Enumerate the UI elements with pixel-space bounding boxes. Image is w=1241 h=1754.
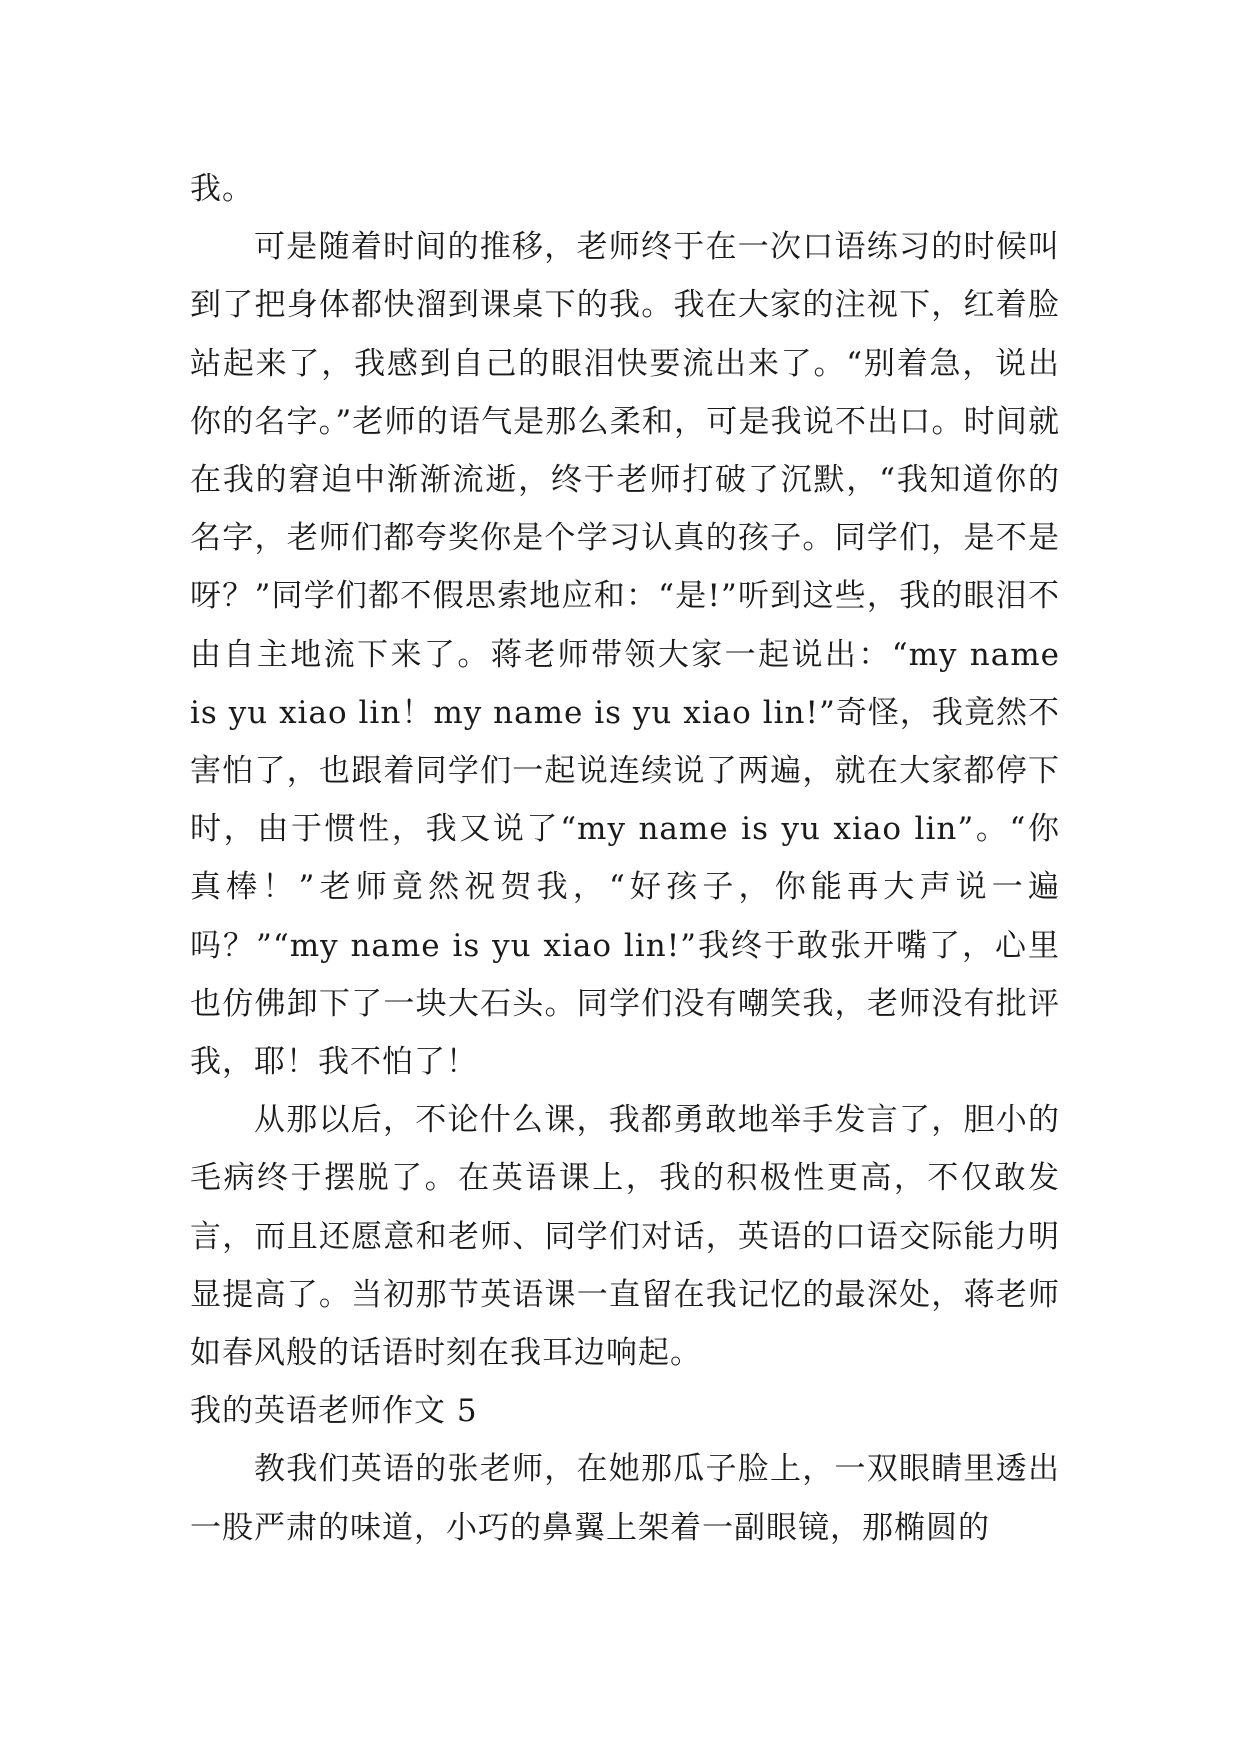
document-body bbox=[190, 160, 1060, 1557]
paragraph-teacher-description: 教我们英语的张老师，在她那瓜子脸上，一双眼睛里透出一股严肃的味道，小巧的鼻翼上架着一副眼镜，那椭圆的 bbox=[190, 1451, 1060, 1546]
paragraph-afterwards: 从那以后，不论什么课，我都勇敢地举手发言了，胆小的毛病终于摆脱了。在英语课上，我的积极性更高，不仅敢发言，而且还愿意和老师、同学们对话，英语的口语交际能力明显提高了。当初那节英语课一直留在我记忆的最深处，蒋老师如春风般的话语时刻在我耳边响起。 bbox=[190, 1102, 1060, 1372]
paragraph-classroom-story: 可是随着时间的推移，老师终于在一次口语练习的时候叫到了把身体都快溜到课桌下的我。我在大家的注视下，红着脸站起来了，我感到自己的眼泪快要流出来了。“别着急，说出你的名字。”老师的语气是那么柔和，可是我说不出口。时间就在我的窘迫中渐渐流逝，终于老师打破了沉默，“我知道你的名字，老师们都夸奖你是个学习认真的孩子。同学们，是不是呀？”同学们都不假思索地应和：“是!”听到这些，我的眼泪不由自主地流下来了。蒋老师带领大家一起说出：“my name is yu xiao lin！my name is yu xiao lin!”奇怪，我竟然不害怕了，也跟着同学们一起说连续说了两遍，就在大家都停下时，由于惯性，我又说了“my name is yu xiao lin”。“你真棒！”老师竟然祝贺我，“好孩子，你能再大声说一遍吗？”“my name is yu xiao lin!”我终于敢张开嘴了，心里也仿佛卸下了一块大石头。同学们没有嘲笑我，老师没有批评我，耶！我不怕了！ bbox=[190, 229, 1060, 1081]
paragraph-continuation: 我。 bbox=[190, 171, 254, 207]
essay-title: 我的英语老师作文 5 bbox=[190, 1393, 478, 1430]
